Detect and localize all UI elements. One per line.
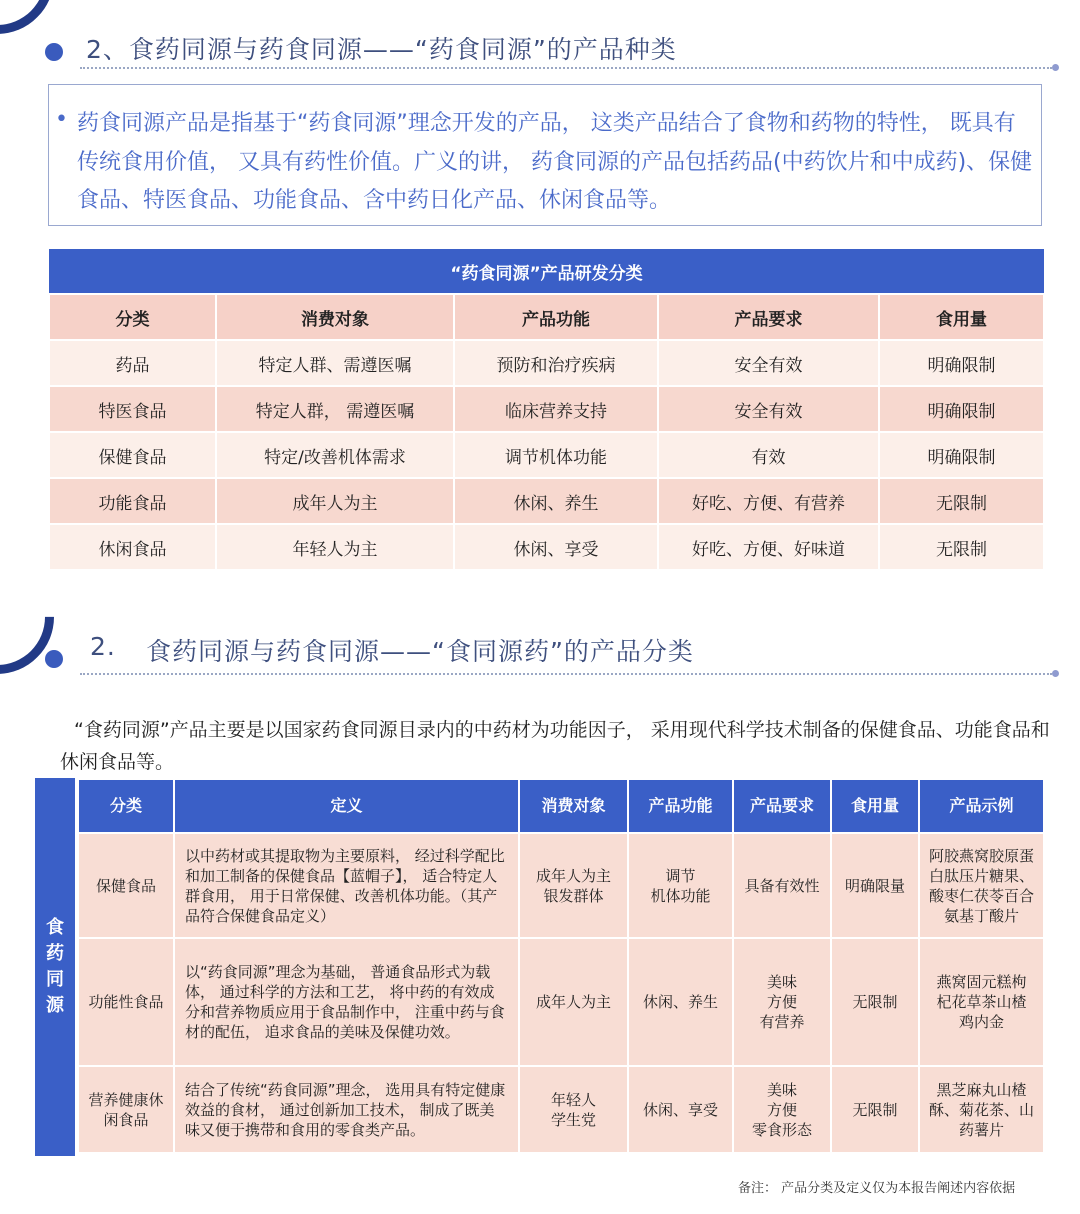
- header-category: 分类: [49, 294, 216, 340]
- cell-requirement: [733, 833, 831, 938]
- cell-definition: 以中药材或其提取物为主要原料， 经过科学配比和加工制备的保健食品【蓝帽子】， 适合特定人群食用， 用于日常保健、改善机体功能。（其产品符合保健食品定义）: [174, 833, 519, 938]
- line: 成年人为主: [535, 993, 611, 1011]
- cell-examples: 阿胶燕窝胶原蛋白肽压片糖果、酸枣仁茯苓百合氨基丁酸片: [919, 833, 1044, 938]
- line: 年轻人: [550, 1090, 596, 1109]
- cell: 有效: [658, 432, 879, 478]
- cell: 临床营养支持: [454, 386, 658, 432]
- cell-examples: 黑芝麻丸山楂酥、菊花茶、山药薯片: [919, 1066, 1044, 1153]
- section2-intro: “食药同源”产品主要是以国家药食同源目录内的中药材为功能因子， 采用现代科学技术制备的保健食品、功能食品和休闲食品等。: [60, 719, 1050, 773]
- cell: 好吃、方便、有营养: [658, 478, 879, 524]
- section2-divider: [80, 673, 1052, 675]
- divider-end-dot: [1052, 670, 1059, 677]
- header-definition: 定义: [174, 779, 519, 833]
- line: 休闲、养生: [642, 993, 718, 1011]
- cell: 无限制: [879, 478, 1044, 524]
- side-label-char: 源: [46, 995, 64, 1016]
- table-row: [49, 340, 1044, 386]
- cell: 无限制: [879, 524, 1044, 570]
- line: 休闲、享受: [642, 1100, 718, 1119]
- header-requirement: 产品要求: [733, 779, 831, 833]
- cell: 调节机体功能: [454, 432, 658, 478]
- line: 美味: [766, 973, 797, 991]
- cell-examples: 燕窝固元糕枸杞花草茶山楂鸡内金: [919, 938, 1044, 1066]
- decorative-arc: [0, 0, 78, 58]
- header-amount: 食用量: [831, 779, 919, 833]
- table-row: [49, 386, 1044, 432]
- section2-number: 2.: [90, 632, 116, 661]
- cell-requirement: [733, 938, 831, 1066]
- line: 美味: [766, 1080, 797, 1099]
- section1-divider: [80, 67, 1052, 69]
- side-label: [35, 778, 75, 1156]
- cell-requirement: [733, 1066, 831, 1153]
- side-label-char: 药: [46, 943, 64, 964]
- section2-title: 食药同源与药食同源——“食同源药”的产品分类: [146, 637, 694, 666]
- line: 调节: [665, 866, 696, 885]
- header-category: 分类: [78, 779, 174, 833]
- header-function: 产品功能: [628, 779, 733, 833]
- cell-function: [628, 938, 733, 1066]
- cell: 特定人群， 需遵医嘱: [216, 386, 454, 432]
- divider-end-dot: [1052, 64, 1059, 71]
- line: 具备有效性: [744, 876, 820, 895]
- cell-consumer: [519, 938, 628, 1066]
- line: 成年人为主: [535, 866, 611, 885]
- cell-function: [628, 1066, 733, 1153]
- side-label-char: 食: [46, 917, 64, 938]
- cell: 安全有效: [658, 340, 879, 386]
- header-amount: 食用量: [879, 294, 1044, 340]
- cell: 安全有效: [658, 386, 879, 432]
- cell-category: 保健食品: [78, 833, 174, 938]
- section1-title: 2、食药同源与药食同源——“药食同源”的产品种类: [86, 35, 677, 64]
- decorative-dot: [45, 650, 63, 668]
- cell-consumer: [519, 833, 628, 938]
- intro-text: 药食同源产品是指基于“药食同源”理念开发的产品， 这类产品结合了食物和药物的特性， 既具有传统食用价值， 又具有药性价值。广义的讲， 药食同源的产品包括药品(中药饮片和中成药)、保健食品、特医食品、功能食品、含中药日化产品、休闲食品等。: [77, 111, 1033, 213]
- cell: 好吃、方便、好味道: [658, 524, 879, 570]
- header-examples: 产品示例: [919, 779, 1044, 833]
- cell-amount: 明确限量: [831, 833, 919, 938]
- cell: 特医食品: [49, 386, 216, 432]
- cell-function: [628, 833, 733, 938]
- header-function: 产品功能: [454, 294, 658, 340]
- side-label-char: 同: [46, 969, 64, 990]
- cell-definition: 结合了传统“药食同源”理念， 选用具有特定健康效益的食材， 通过创新加工技术， 制成了既美味又便于携带和食用的零食类产品。: [174, 1066, 519, 1153]
- table-row: [49, 478, 1044, 524]
- cell-amount: 无限制: [831, 1066, 919, 1153]
- table-row: [78, 833, 1044, 938]
- line: 银发群体: [543, 886, 604, 905]
- table-row: [78, 1066, 1044, 1153]
- line: 有营养: [759, 1013, 805, 1031]
- header-requirement: 产品要求: [658, 294, 879, 340]
- table-row: [49, 432, 1044, 478]
- cell-category: 功能性食品: [78, 938, 174, 1066]
- cell: 成年人为主: [216, 478, 454, 524]
- line: 零食形态: [751, 1120, 812, 1139]
- cell: 特定人群、需遵医嘱: [216, 340, 454, 386]
- line: 方便: [766, 1100, 797, 1119]
- cell: 年轻人为主: [216, 524, 454, 570]
- table-row: [49, 524, 1044, 570]
- cell: 特定/改善机体需求: [216, 432, 454, 478]
- cell-definition: 以“药食同源”理念为基础， 普通食品形式为载体， 通过科学的方法和工艺， 将中药的有效成分和营养物质应用于食品制作中， 注重中药与食材的配伍， 追求食品的美味及保健功效。: [174, 938, 519, 1066]
- product-category-table: [48, 249, 1045, 571]
- bullet: •: [55, 107, 68, 132]
- cell: 休闲、养生: [454, 478, 658, 524]
- line: 学生党: [550, 1110, 596, 1129]
- cell: 明确限制: [879, 386, 1044, 432]
- header-consumer: 消费对象: [519, 779, 628, 833]
- line: 方便: [766, 993, 797, 1011]
- cell: 休闲食品: [49, 524, 216, 570]
- header-consumer: 消费对象: [216, 294, 454, 340]
- cell: 预防和治疗疾病: [454, 340, 658, 386]
- cell: 休闲、享受: [454, 524, 658, 570]
- cell: 明确限制: [879, 432, 1044, 478]
- cell-consumer: [519, 1066, 628, 1153]
- intro-box: [48, 84, 1042, 226]
- cell-category: 营养健康休闲食品: [78, 1066, 174, 1153]
- decorative-dot: [45, 43, 63, 61]
- cell: 药品: [49, 340, 216, 386]
- cell: 明确限制: [879, 340, 1044, 386]
- cell-amount: 无限制: [831, 938, 919, 1066]
- table1-caption: “药食同源”产品研发分类: [49, 249, 1044, 294]
- line: 机体功能: [650, 886, 711, 905]
- cell: 功能食品: [49, 478, 216, 524]
- table-row: [78, 938, 1044, 1066]
- product-definition-table: [77, 778, 1045, 1154]
- cell: 保健食品: [49, 432, 216, 478]
- footnote: 备注： 产品分类及定义仅为本报告阐述内容依据: [738, 1181, 1016, 1196]
